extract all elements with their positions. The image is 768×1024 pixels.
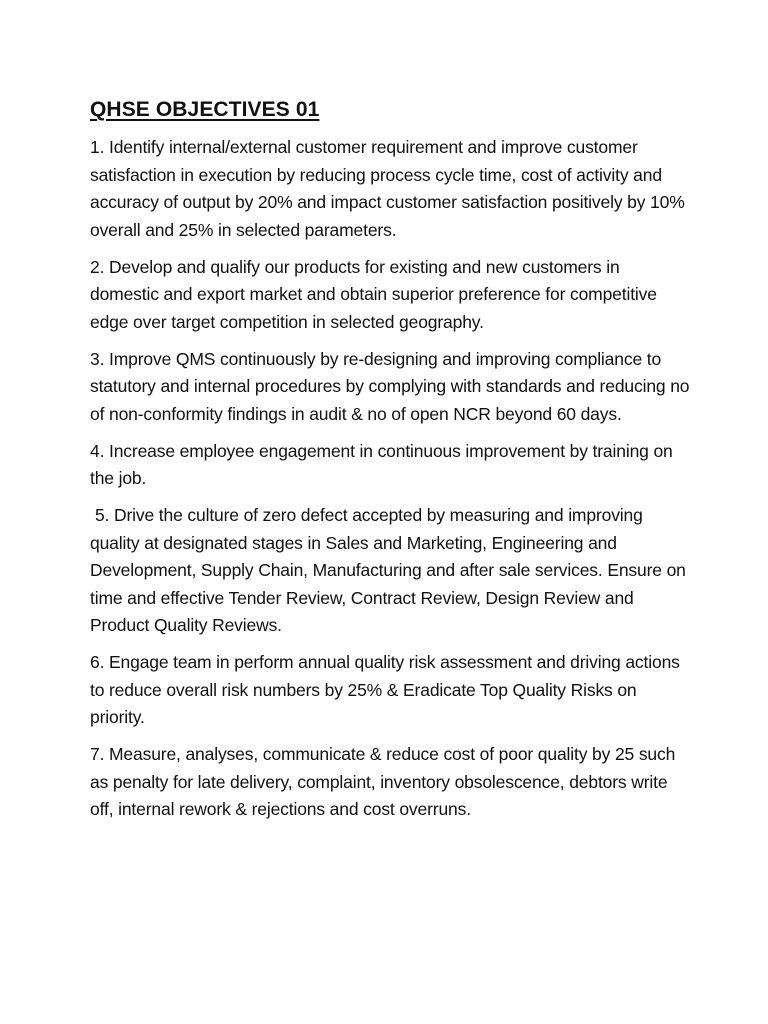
objective-2: 2. Develop and qualify our products for existing and new customers in domestic and export market and obtain superior preference for competitive edge over target competition in selected geography. <box>90 256 657 332</box>
objective-7: 7. Measure, analyses, communicate & reduce cost of poor quality by 25 such as penalty for late delivery, complaint, inventory obsolescence, debtors write off, internal rework & rejections and cost overruns. <box>90 744 676 819</box>
document-body <box>90 96 690 833</box>
objective-4: 4. Increase employee engagement in continuous improvement by training on the job. <box>90 440 673 488</box>
objective-1: 1. Identify internal/external customer requirement and improve customer satisfaction in execution by reducing process cycle time, cost of activity and accuracy of output by 20% and impact customer satisfaction positively by 10% overall and 25% in selected parameters. <box>90 137 685 240</box>
objective-5: 5. Drive the culture of zero defect accepted by measuring and improving quality at designated stages in Sales and Marketing, Engineering and Development, Supply Chain, Manufacturing and after sale services. Ensure on time and effective Tender Review, Contract Review, Design Review and Product Quality Reviews. <box>90 505 686 635</box>
document-title: QHSE OBJECTIVES 01 <box>90 98 320 121</box>
objective-3: 3. Improve QMS continuously by re-designing and improving compliance to statutory and internal procedures by complying with standards and reducing no of non-conformity findings in audit & no of open NCR beyond 60 days. <box>90 348 690 424</box>
objective-6: 6. Engage team in perform annual quality risk assessment and driving actions to reduce overall risk numbers by 25% & Eradicate Top Quality Risks on priority. <box>90 652 680 727</box>
